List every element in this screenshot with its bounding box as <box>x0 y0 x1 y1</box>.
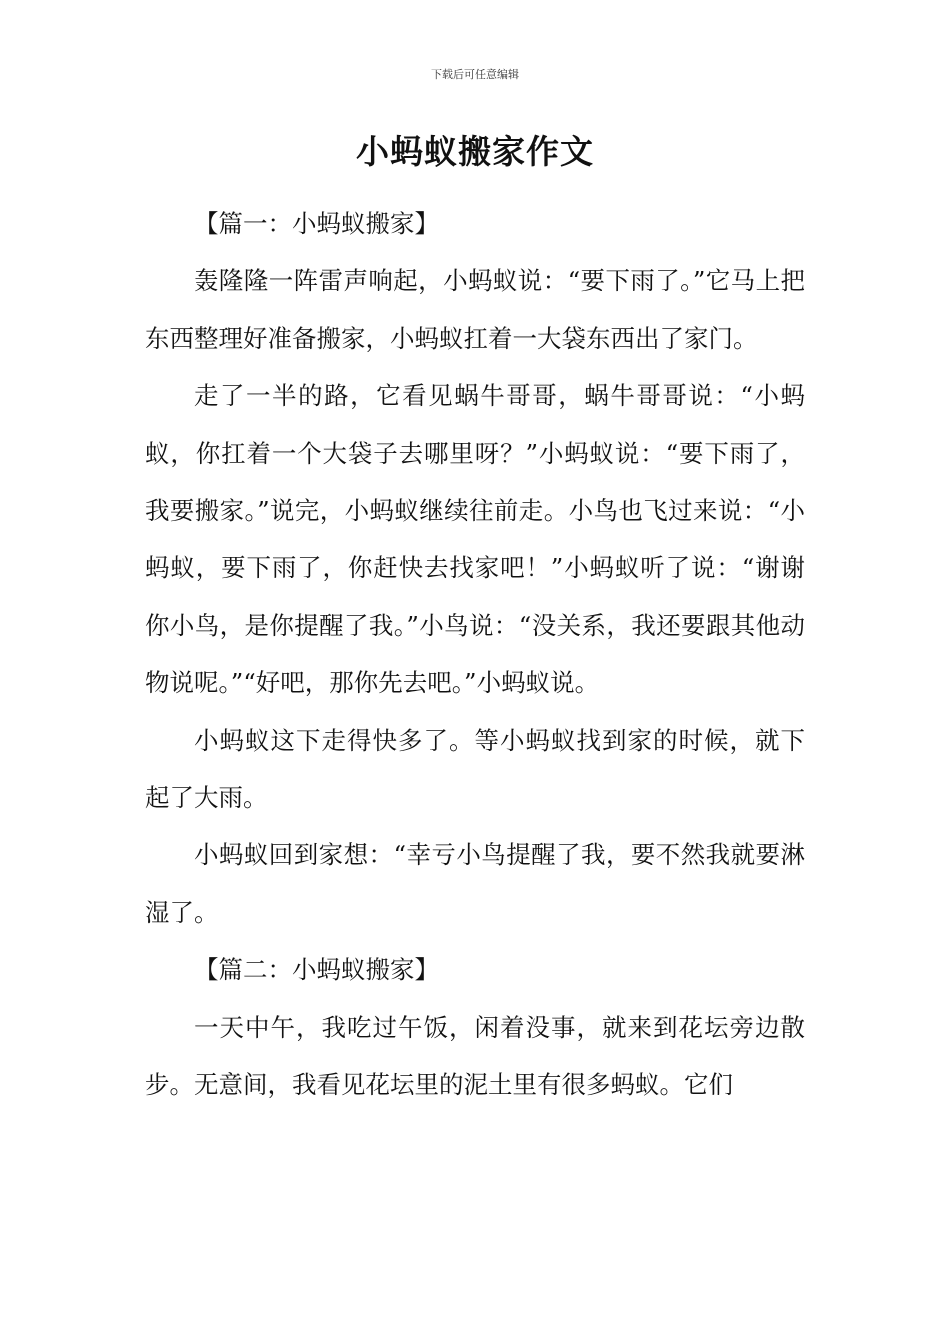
header-note: 下载后可任意编辑 <box>431 68 519 81</box>
section-heading-2: 【篇二：小蚂蚁搬家】 <box>194 955 439 985</box>
paragraph: 一天中午，我吃过午饭，闲着没事，就来到花坛旁边散步。无意间，我看见花坛里的泥土里有很多蚂蚁。它们 <box>145 1012 805 1100</box>
paragraph: 小蚂蚁这下走得快多了。等小蚂蚁找到家的时候，就下起了大雨。 <box>145 725 805 813</box>
page-title: 小蚂蚁搬家作文 <box>356 132 594 171</box>
paragraph: 小蚂蚁回到家想：“幸亏小鸟提醒了我，要不然我就要淋湿了。 <box>145 840 805 927</box>
document-body <box>145 195 805 1114</box>
paragraph: 走了一半的路，它看见蜗牛哥哥，蜗牛哥哥说：“小蚂蚁，你扛着一个大袋子去哪里呀？”小蚂蚁说：“要下雨了，我要搬家。”说完，小蚂蚁继续往前走。小鸟也飞过来说：“小蚂蚁，要下雨了，你赶快去找家吧！”小蚂蚁听了说：“谢谢你小鸟，是你提醒了我。”小鸟说：“没关系，我还要跟其他动物说呢。”“好吧，那你先去吧。”小蚂蚁说。 <box>145 381 805 698</box>
section-heading-1: 【篇一：小蚂蚁搬家】 <box>194 209 439 238</box>
paragraph: 轰隆隆一阵雷声响起，小蚂蚁说：“要下雨了。”它马上把东西整理好准备搬家，小蚂蚁扛着一大袋东西出了家门。 <box>145 266 805 353</box>
